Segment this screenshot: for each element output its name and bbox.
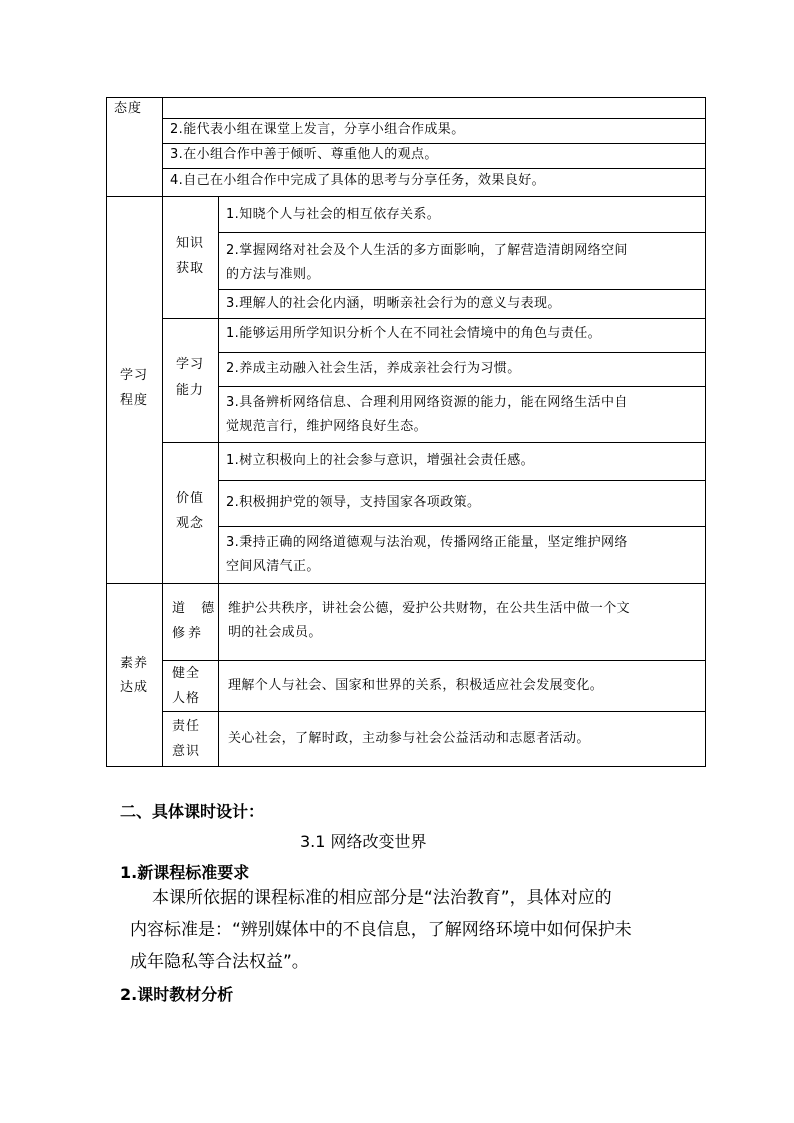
values-label-line1: 价值 <box>176 491 205 506</box>
paragraph-line: 内容标准是：“辨别媒体中的不良信息，了解网络环境中如何保护未 <box>130 920 632 940</box>
moral-label-line2: 修养 <box>172 626 205 641</box>
group-line <box>106 583 706 584</box>
learning-label-line1: 学习 <box>120 368 149 383</box>
row-line <box>162 168 706 169</box>
attitude-item: 2.能代表小组在课堂上发言，分享小组合作成果。 <box>170 122 465 137</box>
literacy-label-line1: 素养 <box>120 656 149 671</box>
group-line <box>106 196 706 197</box>
personality-text: 理解个人与社会、国家和世界的关系，积极适应社会发展变化。 <box>228 678 604 693</box>
section-heading: 二、具体课时设计： <box>120 802 265 821</box>
moral-text: 明的社会成员。 <box>228 625 322 640</box>
knowledge-label-line1: 知识 <box>176 236 205 251</box>
subgroup-line <box>162 442 706 443</box>
attitude-item: 3.在小组合作中善于倾听、尊重他人的观点。 <box>170 147 438 162</box>
personality-label-line2: 人格 <box>172 691 201 706</box>
ability-item: 3.具备辨析网络信息、合理利用网络资源的能力，能在网络生活中自 <box>226 395 628 410</box>
literacy-divider <box>162 583 163 767</box>
learning-label-line2: 程度 <box>120 393 149 408</box>
attitude-item: 4.自己在小组合作中完成了具体的思考与分享任务，效果良好。 <box>170 173 546 188</box>
lesson-title: 3.1 网络改变世界 <box>300 832 427 851</box>
knowledge-item: 2.掌握网络对社会及个人生活的多方面影响，了解营造清朗网络空间 <box>226 243 628 258</box>
attitude-label: 态度 <box>114 101 143 116</box>
table-border-right <box>705 97 706 767</box>
responsibility-label-line2: 意识 <box>172 744 201 759</box>
ability-item: 2.养成主动融入社会生活，养成亲社会行为习惯。 <box>226 361 521 376</box>
values-item: 2.积极拥护党的领导，支持国家各项政策。 <box>226 495 481 510</box>
table-border-top <box>106 97 706 98</box>
learning-divider <box>162 196 163 584</box>
row-line <box>218 526 706 527</box>
knowledge-item: 的方法与准则。 <box>226 267 320 282</box>
moral-label-line1: 道 德 <box>172 601 221 616</box>
knowledge-item: 3.理解人的社会化内涵，明晰亲社会行为的意义与表现。 <box>226 296 561 311</box>
values-item: 空间风清气正。 <box>226 559 320 574</box>
paragraph-line: 本课所依据的课程标准的相应部分是“法治教育”，具体对应的 <box>152 888 612 908</box>
literacy-label-line2: 达成 <box>120 680 149 695</box>
subgroup-line <box>162 318 706 319</box>
row-line <box>162 660 706 661</box>
subsection-heading-1: 1.新课程标准要求 <box>120 863 250 882</box>
row-line <box>218 386 706 387</box>
row-line <box>218 232 706 233</box>
paragraph-line: 成年隐私等合法权益”。 <box>130 952 309 972</box>
responsibility-label-line1: 责任 <box>172 719 201 734</box>
ability-item: 觉规范言行，维护网络良好生态。 <box>226 419 428 434</box>
row-line <box>162 711 706 712</box>
moral-text: 维护公共秩序，讲社会公德，爱护公共财物，在公共生活中做一个文 <box>228 601 631 616</box>
ability-label-line2: 能力 <box>176 383 205 398</box>
row-line <box>218 289 706 290</box>
row-line <box>218 352 706 353</box>
responsibility-text: 关心社会，了解时政，主动参与社会公益活动和志愿者活动。 <box>228 731 590 746</box>
attitude-divider <box>162 97 163 197</box>
values-item: 3.秉持正确的网络道德观与法治观，传播网络正能量，坚定维护网络 <box>226 535 628 550</box>
table-border-bottom <box>106 766 706 767</box>
knowledge-item: 1.知晓个人与社会的相互依存关系。 <box>226 207 441 222</box>
ability-item: 1.能够运用所学知识分析个人在不同社会情境中的角色与责任。 <box>226 326 602 341</box>
values-item: 1.树立积极向上的社会参与意识，增强社会责任感。 <box>226 453 535 468</box>
personality-label-line1: 健全 <box>172 666 201 681</box>
subsection-heading-2: 2.课时教材分析 <box>120 985 234 1004</box>
ability-label-line1: 学习 <box>176 357 205 372</box>
table-border-left <box>106 97 107 767</box>
values-label-line2: 观念 <box>176 516 205 531</box>
knowledge-label-line2: 获取 <box>176 261 205 276</box>
row-line <box>218 480 706 481</box>
